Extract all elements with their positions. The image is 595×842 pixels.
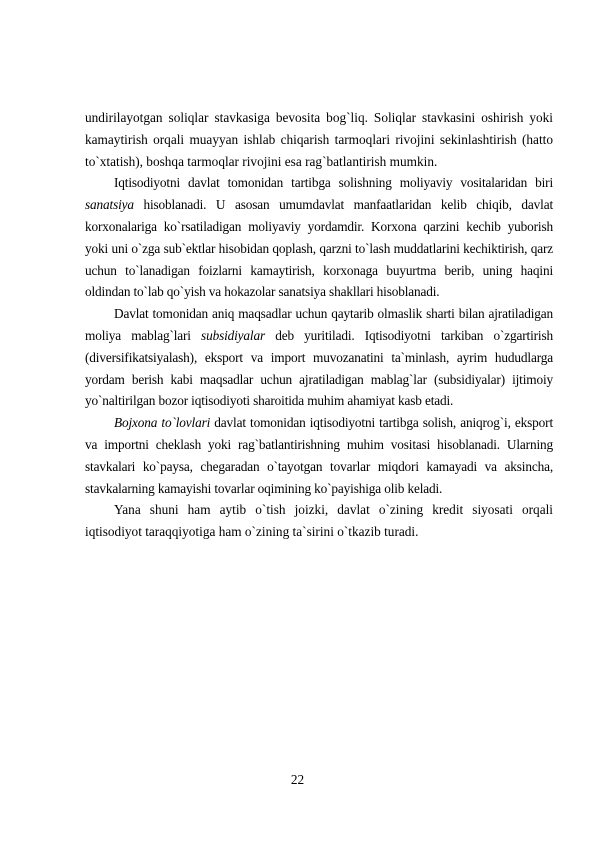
page-body bbox=[85, 107, 553, 543]
paragraph-soliqlar: undirilayotgan soliqlar stavkasiga bevosita bog`liq. Soliqlar stavkasini oshirish yoki kamaytirish orqali muayyan ishlab chiqarish tarmoqlari rivojini sekinlashtirish (hatto to`xtatish), boshqa tarmoqlar rivojini esa rag`batlantirish mumkin. bbox=[85, 110, 553, 169]
term-sanatsiya: sanatsiya bbox=[85, 197, 134, 213]
paragraph-sanatsiya bbox=[85, 172, 553, 303]
term-subsidiyalar: subsidiyalar bbox=[201, 327, 265, 343]
paragraph-bojxona bbox=[85, 412, 553, 499]
page-number: 22 bbox=[290, 772, 305, 787]
paragraph-text: deb yuritiladi. Iqtisodiyotni tarkiban o`zgartirish (diversifikatsiyalash), eksport va import muvozanatini ta`minlash, ayrim hududlarga yordam berish kabi maqsadlar uchun ajratiladigan mablag`lar (subsidiyalar) ijtimoiy yo`naltirilgan bozor iqtisodiyoti sharoitida muhim ahamiyat kasb etadi. bbox=[85, 327, 553, 409]
paragraph-text: hisoblanadi. U asosan umumdavlat manfaatlaridan kelib chiqib, davlat korxonalariga ko`rsatiladigan moliyaviy yordamdir. Korxona qarzini kechib yuborish yoki uni o`zga sub`ektlar hisobidan qoplash, qarzni to`lash muddatlarini kechiktirish, qarz uchun to`lanadigan foizlarni kamaytirish, korxonaga buyurtma berib, uning haqini oldindan to`lab qo`yish va hokazolar sanatsiya shakllari hisoblanadi. bbox=[85, 197, 553, 300]
term-bojxona-tolovlari: Bojxona to`lovlari bbox=[114, 415, 211, 431]
paragraph-kredit-siyosati: Yana shuni ham aytib o`tish joizki, davlat o`zining kredit siyosati orqali iqtisodiyot taraqqiyotiga ham o`zining ta`sirini o`tkazib turadi. bbox=[85, 502, 553, 540]
paragraph-text: davlat tomonidan iqtisodiyotni tartibga solish, aniqrog`i, eksport va importni cheklash yoki rag`batlantirishning muhim vositasi hisoblanadi. Ularning stavkalari ko`paysa, chegaradan o`tayotgan tovarlar miqdori kamayadi va aksincha, stavkalarning kamayishi tovarlar oqimining ko`payishiga olib keladi. bbox=[85, 415, 553, 496]
paragraph-subsidiyalar bbox=[85, 303, 553, 412]
paragraph-text: Davlat tomonidan aniq maqsadlar uchun qaytarib olmaslik sharti bilan ajratiladigan moliya mablag`lari bbox=[85, 306, 553, 343]
paragraph-text: Iqtisodiyotni davlat tomonidan tartibga solishning moliyaviy vositalaridan biri bbox=[114, 175, 553, 191]
